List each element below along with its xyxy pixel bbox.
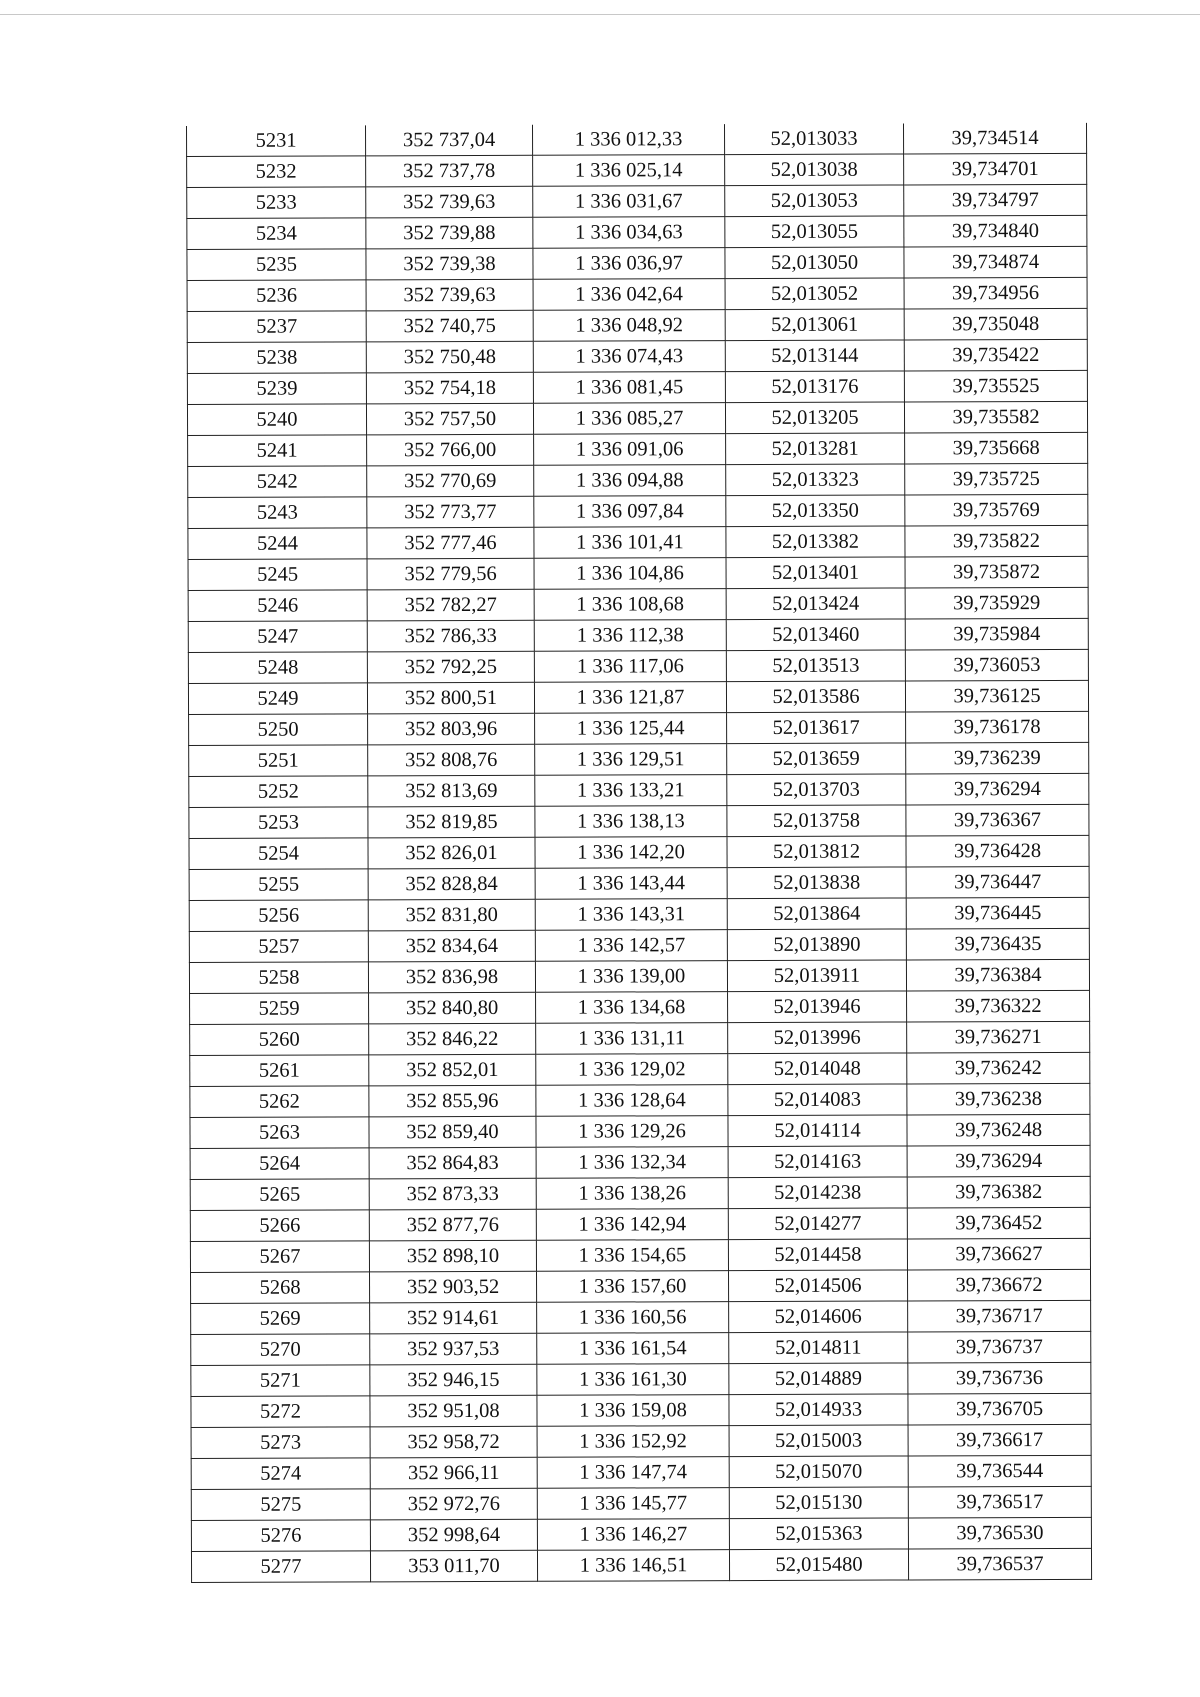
- longitude-cell: 39,736382: [907, 1176, 1090, 1208]
- y-coordinate-cell: 1 336 145,77: [537, 1488, 729, 1520]
- longitude-cell: 39,736517: [908, 1486, 1091, 1518]
- y-coordinate-cell: 1 336 094,88: [534, 465, 726, 497]
- longitude-cell: 39,736238: [907, 1083, 1090, 1115]
- y-coordinate-cell: 1 336 036,97: [533, 248, 725, 280]
- x-coordinate-cell: 352 813,69: [368, 775, 535, 807]
- y-coordinate-cell: 1 336 142,94: [536, 1209, 728, 1241]
- y-coordinate-cell: 1 336 161,54: [537, 1333, 729, 1365]
- x-coordinate-cell: 352 846,22: [369, 1023, 536, 1055]
- x-coordinate-cell: 352 859,40: [369, 1116, 536, 1148]
- longitude-cell: 39,735984: [905, 618, 1088, 650]
- x-coordinate-cell: 353 011,70: [370, 1550, 537, 1582]
- latitude-cell: 52,013864: [727, 898, 906, 930]
- x-coordinate-cell: 352 739,38: [366, 248, 533, 280]
- longitude-cell: 39,734874: [904, 246, 1087, 278]
- y-coordinate-cell: 1 336 042,64: [533, 279, 725, 311]
- y-coordinate-cell: 1 336 125,44: [535, 713, 727, 745]
- x-coordinate-cell: 352 773,77: [367, 496, 534, 528]
- x-coordinate-cell: 352 864,83: [369, 1147, 536, 1179]
- y-coordinate-cell: 1 336 129,02: [536, 1054, 728, 1086]
- table-row: [188, 587, 1088, 621]
- point-number-cell: 5238: [187, 342, 366, 374]
- x-coordinate-cell: 352 757,50: [366, 403, 533, 435]
- x-coordinate-cell: 352 739,63: [366, 279, 533, 311]
- latitude-cell: 52,013946: [728, 991, 907, 1023]
- latitude-cell: 52,013659: [727, 743, 906, 775]
- longitude-cell: 39,735929: [905, 587, 1088, 619]
- longitude-cell: 39,735822: [905, 525, 1088, 557]
- latitude-cell: 52,014083: [728, 1084, 907, 1116]
- table-row: [187, 370, 1087, 404]
- table-row: [190, 1145, 1090, 1179]
- point-number-cell: 5266: [190, 1210, 369, 1242]
- y-coordinate-cell: 1 336 146,51: [537, 1550, 729, 1582]
- y-coordinate-cell: 1 336 074,43: [533, 341, 725, 373]
- table-row: [191, 1393, 1091, 1427]
- longitude-cell: 39,734701: [904, 153, 1087, 185]
- latitude-cell: 52,014048: [728, 1053, 907, 1085]
- x-coordinate-cell: 352 898,10: [369, 1240, 536, 1272]
- y-coordinate-cell: 1 336 142,20: [535, 837, 727, 869]
- point-number-cell: 5275: [191, 1489, 370, 1521]
- table-row: [191, 1362, 1091, 1396]
- longitude-cell: 39,736705: [908, 1393, 1091, 1425]
- coordinates-table-body: [187, 123, 1092, 1583]
- point-number-cell: 5263: [190, 1117, 369, 1149]
- x-coordinate-cell: 352 966,11: [370, 1457, 537, 1489]
- latitude-cell: 52,013703: [727, 774, 906, 806]
- longitude-cell: 39,736617: [908, 1424, 1091, 1456]
- table-row: [191, 1300, 1091, 1334]
- y-coordinate-cell: 1 336 146,27: [537, 1519, 729, 1551]
- table-row: [188, 680, 1088, 714]
- table-row: [187, 215, 1087, 249]
- longitude-cell: 39,736294: [907, 1145, 1090, 1177]
- table-row: [190, 1052, 1090, 1086]
- y-coordinate-cell: 1 336 134,68: [536, 992, 728, 1024]
- x-coordinate-cell: 352 739,88: [366, 217, 533, 249]
- latitude-cell: 52,013838: [727, 867, 906, 899]
- point-number-cell: 5252: [189, 776, 368, 808]
- table-row: [190, 1207, 1090, 1241]
- x-coordinate-cell: 352 766,00: [367, 434, 534, 466]
- longitude-cell: 39,736271: [907, 1021, 1090, 1053]
- point-number-cell: 5244: [188, 528, 367, 560]
- longitude-cell: 39,735725: [905, 463, 1088, 495]
- table-row: [191, 1548, 1091, 1582]
- table-row: [189, 742, 1089, 776]
- longitude-cell: 39,735422: [904, 339, 1087, 371]
- y-coordinate-cell: 1 336 031,67: [533, 186, 725, 218]
- point-number-cell: 5249: [188, 683, 367, 715]
- table-row: [187, 246, 1087, 280]
- y-coordinate-cell: 1 336 129,51: [535, 744, 727, 776]
- point-number-cell: 5269: [191, 1303, 370, 1335]
- y-coordinate-cell: 1 336 108,68: [534, 589, 726, 621]
- longitude-cell: 39,736384: [906, 959, 1089, 991]
- point-number-cell: 5245: [188, 559, 367, 591]
- point-number-cell: 5262: [190, 1086, 369, 1118]
- y-coordinate-cell: 1 336 143,44: [535, 868, 727, 900]
- point-number-cell: 5246: [188, 590, 367, 622]
- longitude-cell: 39,736435: [906, 928, 1089, 960]
- longitude-cell: 39,734514: [903, 123, 1086, 154]
- latitude-cell: 52,015480: [729, 1549, 908, 1581]
- x-coordinate-cell: 352 836,98: [368, 961, 535, 993]
- longitude-cell: 39,736053: [905, 649, 1088, 681]
- latitude-cell: 52,014811: [729, 1332, 908, 1364]
- table-row: [188, 463, 1088, 497]
- table-row: [189, 773, 1089, 807]
- table-row: [188, 494, 1088, 528]
- y-coordinate-cell: 1 336 159,08: [537, 1395, 729, 1427]
- longitude-cell: 39,736447: [906, 866, 1089, 898]
- longitude-cell: 39,736537: [908, 1548, 1091, 1580]
- x-coordinate-cell: 352 777,46: [367, 527, 534, 559]
- longitude-cell: 39,735668: [905, 432, 1088, 464]
- longitude-cell: 39,736717: [908, 1300, 1091, 1332]
- x-coordinate-cell: 352 946,15: [370, 1364, 537, 1396]
- point-number-cell: 5231: [187, 125, 366, 156]
- x-coordinate-cell: 352 737,78: [366, 155, 533, 187]
- point-number-cell: 5234: [187, 218, 366, 250]
- y-coordinate-cell: 1 336 132,34: [536, 1147, 728, 1179]
- longitude-cell: 39,736530: [908, 1517, 1091, 1549]
- latitude-cell: 52,014277: [728, 1208, 907, 1240]
- y-coordinate-cell: 1 336 138,13: [535, 806, 727, 838]
- latitude-cell: 52,015130: [729, 1487, 908, 1519]
- point-number-cell: 5270: [191, 1334, 370, 1366]
- latitude-cell: 52,013205: [725, 402, 904, 434]
- point-number-cell: 5260: [190, 1024, 369, 1056]
- table-row: [187, 339, 1087, 373]
- latitude-cell: 52,013996: [728, 1022, 907, 1054]
- x-coordinate-cell: 352 831,80: [368, 899, 535, 931]
- latitude-cell: 52,013586: [726, 681, 905, 713]
- longitude-cell: 39,735872: [905, 556, 1088, 588]
- x-coordinate-cell: 352 826,01: [368, 837, 535, 869]
- x-coordinate-cell: 352 739,63: [366, 186, 533, 218]
- latitude-cell: 52,015070: [729, 1456, 908, 1488]
- x-coordinate-cell: 352 958,72: [370, 1426, 537, 1458]
- point-number-cell: 5258: [189, 962, 368, 994]
- x-coordinate-cell: 352 840,80: [369, 992, 536, 1024]
- latitude-cell: 52,013055: [725, 216, 904, 248]
- table-row: [190, 1176, 1090, 1210]
- table-row: [189, 897, 1089, 931]
- table-row: [189, 835, 1089, 869]
- point-number-cell: 5256: [189, 900, 368, 932]
- x-coordinate-cell: 352 852,01: [369, 1054, 536, 1086]
- table-row: [187, 123, 1087, 157]
- table-row: [189, 711, 1089, 745]
- latitude-cell: 52,013144: [725, 340, 904, 372]
- point-number-cell: 5235: [187, 249, 366, 281]
- y-coordinate-cell: 1 336 143,31: [535, 899, 727, 931]
- y-coordinate-cell: 1 336 112,38: [534, 620, 726, 652]
- point-number-cell: 5273: [191, 1427, 370, 1459]
- point-number-cell: 5274: [191, 1458, 370, 1490]
- point-number-cell: 5248: [188, 652, 367, 684]
- longitude-cell: 39,736242: [907, 1052, 1090, 1084]
- point-number-cell: 5250: [189, 714, 368, 746]
- latitude-cell: 52,013050: [725, 247, 904, 279]
- latitude-cell: 52,013513: [726, 650, 905, 682]
- latitude-cell: 52,013281: [726, 433, 905, 465]
- point-number-cell: 5253: [189, 807, 368, 839]
- x-coordinate-cell: 352 903,52: [370, 1271, 537, 1303]
- point-number-cell: 5259: [190, 993, 369, 1025]
- x-coordinate-cell: 352 750,48: [366, 341, 533, 373]
- latitude-cell: 52,013812: [727, 836, 906, 868]
- latitude-cell: 52,015003: [729, 1425, 908, 1457]
- point-number-cell: 5255: [189, 869, 368, 901]
- latitude-cell: 52,013890: [727, 929, 906, 961]
- x-coordinate-cell: 352 951,08: [370, 1395, 537, 1427]
- longitude-cell: 39,736367: [906, 804, 1089, 836]
- longitude-cell: 39,736178: [906, 711, 1089, 743]
- longitude-cell: 39,736445: [906, 897, 1089, 929]
- y-coordinate-cell: 1 336 025,14: [533, 155, 725, 187]
- x-coordinate-cell: 352 855,96: [369, 1085, 536, 1117]
- latitude-cell: 52,013758: [727, 805, 906, 837]
- latitude-cell: 52,013053: [725, 185, 904, 217]
- y-coordinate-cell: 1 336 131,11: [536, 1023, 728, 1055]
- y-coordinate-cell: 1 336 081,45: [533, 372, 725, 404]
- table-row: [190, 1083, 1090, 1117]
- table-row: [191, 1269, 1091, 1303]
- y-coordinate-cell: 1 336 129,26: [536, 1116, 728, 1148]
- point-number-cell: 5276: [191, 1520, 370, 1552]
- latitude-cell: 52,013382: [726, 526, 905, 558]
- y-coordinate-cell: 1 336 161,30: [537, 1364, 729, 1396]
- longitude-cell: 39,736294: [906, 773, 1089, 805]
- longitude-cell: 39,736627: [907, 1238, 1090, 1270]
- longitude-cell: 39,734797: [904, 184, 1087, 216]
- table-row: [191, 1455, 1091, 1489]
- table-row: [187, 401, 1087, 435]
- y-coordinate-cell: 1 336 154,65: [536, 1240, 728, 1272]
- latitude-cell: 52,013176: [725, 371, 904, 403]
- point-number-cell: 5232: [187, 156, 366, 188]
- table-row: [191, 1517, 1091, 1551]
- x-coordinate-cell: 352 754,18: [366, 372, 533, 404]
- y-coordinate-cell: 1 336 157,60: [536, 1271, 728, 1303]
- latitude-cell: 52,013350: [726, 495, 905, 527]
- point-number-cell: 5243: [188, 497, 367, 529]
- latitude-cell: 52,014114: [728, 1115, 907, 1147]
- latitude-cell: 52,013061: [725, 309, 904, 341]
- longitude-cell: 39,736428: [906, 835, 1089, 867]
- y-coordinate-cell: 1 336 160,56: [537, 1302, 729, 1334]
- table-row: [189, 959, 1089, 993]
- longitude-cell: 39,736737: [908, 1331, 1091, 1363]
- y-coordinate-cell: 1 336 142,57: [535, 930, 727, 962]
- point-number-cell: 5254: [189, 838, 368, 870]
- point-number-cell: 5242: [188, 466, 367, 498]
- longitude-cell: 39,735582: [904, 401, 1087, 433]
- table-row: [189, 866, 1089, 900]
- longitude-cell: 39,736544: [908, 1455, 1091, 1487]
- point-number-cell: 5261: [190, 1055, 369, 1087]
- y-coordinate-cell: 1 336 139,00: [535, 961, 727, 993]
- table-row: [187, 277, 1087, 311]
- latitude-cell: 52,015363: [729, 1518, 908, 1550]
- point-number-cell: 5241: [188, 435, 367, 467]
- y-coordinate-cell: 1 336 104,86: [534, 558, 726, 590]
- y-coordinate-cell: 1 336 152,92: [537, 1426, 729, 1458]
- latitude-cell: 52,013617: [727, 712, 906, 744]
- y-coordinate-cell: 1 336 138,26: [536, 1178, 728, 1210]
- longitude-cell: 39,736125: [905, 680, 1088, 712]
- latitude-cell: 52,013323: [726, 464, 905, 496]
- point-number-cell: 5271: [191, 1365, 370, 1397]
- latitude-cell: 52,014458: [728, 1239, 907, 1271]
- latitude-cell: 52,014606: [729, 1301, 908, 1333]
- point-number-cell: 5237: [187, 311, 366, 343]
- point-number-cell: 5277: [191, 1551, 370, 1583]
- longitude-cell: 39,736452: [907, 1207, 1090, 1239]
- y-coordinate-cell: 1 336 147,74: [537, 1457, 729, 1489]
- y-coordinate-cell: 1 336 128,64: [536, 1085, 728, 1117]
- longitude-cell: 39,736248: [907, 1114, 1090, 1146]
- x-coordinate-cell: 352 770,69: [367, 465, 534, 497]
- table-row: [188, 618, 1088, 652]
- x-coordinate-cell: 352 937,53: [370, 1333, 537, 1365]
- table-row: [190, 1114, 1090, 1148]
- latitude-cell: 52,014238: [728, 1177, 907, 1209]
- point-number-cell: 5268: [191, 1272, 370, 1304]
- longitude-cell: 39,736736: [908, 1362, 1091, 1394]
- table-row: [188, 649, 1088, 683]
- x-coordinate-cell: 352 782,27: [367, 589, 534, 621]
- x-coordinate-cell: 352 808,76: [368, 744, 535, 776]
- point-number-cell: 5236: [187, 280, 366, 312]
- table-row: [190, 990, 1090, 1024]
- x-coordinate-cell: 352 828,84: [368, 868, 535, 900]
- longitude-cell: 39,735769: [905, 494, 1088, 526]
- x-coordinate-cell: 352 803,96: [368, 713, 535, 745]
- latitude-cell: 52,014889: [729, 1363, 908, 1395]
- latitude-cell: 52,014933: [729, 1394, 908, 1426]
- point-number-cell: 5233: [187, 187, 366, 219]
- table-row: [188, 556, 1088, 590]
- point-number-cell: 5257: [189, 931, 368, 963]
- coordinates-table: [186, 123, 1092, 1583]
- longitude-cell: 39,734956: [904, 277, 1087, 309]
- x-coordinate-cell: 352 737,04: [365, 125, 532, 156]
- y-coordinate-cell: 1 336 101,41: [534, 527, 726, 559]
- x-coordinate-cell: 352 800,51: [367, 682, 534, 714]
- y-coordinate-cell: 1 336 097,84: [534, 496, 726, 528]
- table-row: [188, 432, 1088, 466]
- y-coordinate-cell: 1 336 133,21: [535, 775, 727, 807]
- x-coordinate-cell: 352 998,64: [370, 1519, 537, 1551]
- y-coordinate-cell: 1 336 085,27: [533, 403, 725, 435]
- y-coordinate-cell: 1 336 048,92: [533, 310, 725, 342]
- y-coordinate-cell: 1 336 121,87: [534, 682, 726, 714]
- x-coordinate-cell: 352 877,76: [369, 1209, 536, 1241]
- x-coordinate-cell: 352 740,75: [366, 310, 533, 342]
- latitude-cell: 52,013038: [725, 154, 904, 186]
- latitude-cell: 52,013401: [726, 557, 905, 589]
- point-number-cell: 5267: [190, 1241, 369, 1273]
- table-row: [191, 1331, 1091, 1365]
- point-number-cell: 5247: [188, 621, 367, 653]
- y-coordinate-cell: 1 336 012,33: [532, 124, 724, 155]
- point-number-cell: 5251: [189, 745, 368, 777]
- table-row: [191, 1486, 1091, 1520]
- longitude-cell: 39,734840: [904, 215, 1087, 247]
- x-coordinate-cell: 352 786,33: [367, 620, 534, 652]
- x-coordinate-cell: 352 972,76: [370, 1488, 537, 1520]
- longitude-cell: 39,736672: [907, 1269, 1090, 1301]
- point-number-cell: 5264: [190, 1148, 369, 1180]
- latitude-cell: 52,014163: [728, 1146, 907, 1178]
- x-coordinate-cell: 352 914,61: [370, 1302, 537, 1334]
- table-row: [189, 928, 1089, 962]
- point-number-cell: 5240: [187, 404, 366, 436]
- latitude-cell: 52,013033: [724, 123, 903, 154]
- longitude-cell: 39,735048: [904, 308, 1087, 340]
- table-row: [187, 184, 1087, 218]
- table-row: [188, 525, 1088, 559]
- x-coordinate-cell: 352 873,33: [369, 1178, 536, 1210]
- table-row: [190, 1238, 1090, 1272]
- scan-edge-line: [0, 14, 1200, 15]
- x-coordinate-cell: 352 792,25: [367, 651, 534, 683]
- x-coordinate-cell: 352 834,64: [368, 930, 535, 962]
- y-coordinate-cell: 1 336 117,06: [534, 651, 726, 683]
- x-coordinate-cell: 352 779,56: [367, 558, 534, 590]
- point-number-cell: 5239: [187, 373, 366, 405]
- table-row: [190, 1021, 1090, 1055]
- longitude-cell: 39,736239: [906, 742, 1089, 774]
- longitude-cell: 39,735525: [904, 370, 1087, 402]
- point-number-cell: 5272: [191, 1396, 370, 1428]
- longitude-cell: 39,736322: [907, 990, 1090, 1022]
- table-row: [187, 153, 1087, 187]
- latitude-cell: 52,013911: [727, 960, 906, 992]
- y-coordinate-cell: 1 336 034,63: [533, 217, 725, 249]
- y-coordinate-cell: 1 336 091,06: [534, 434, 726, 466]
- point-number-cell: 5265: [190, 1179, 369, 1211]
- latitude-cell: 52,013424: [726, 588, 905, 620]
- latitude-cell: 52,013052: [725, 278, 904, 310]
- table-row: [189, 804, 1089, 838]
- table-row: [187, 308, 1087, 342]
- latitude-cell: 52,013460: [726, 619, 905, 651]
- x-coordinate-cell: 352 819,85: [368, 806, 535, 838]
- latitude-cell: 52,014506: [728, 1270, 907, 1302]
- table-row: [191, 1424, 1091, 1458]
